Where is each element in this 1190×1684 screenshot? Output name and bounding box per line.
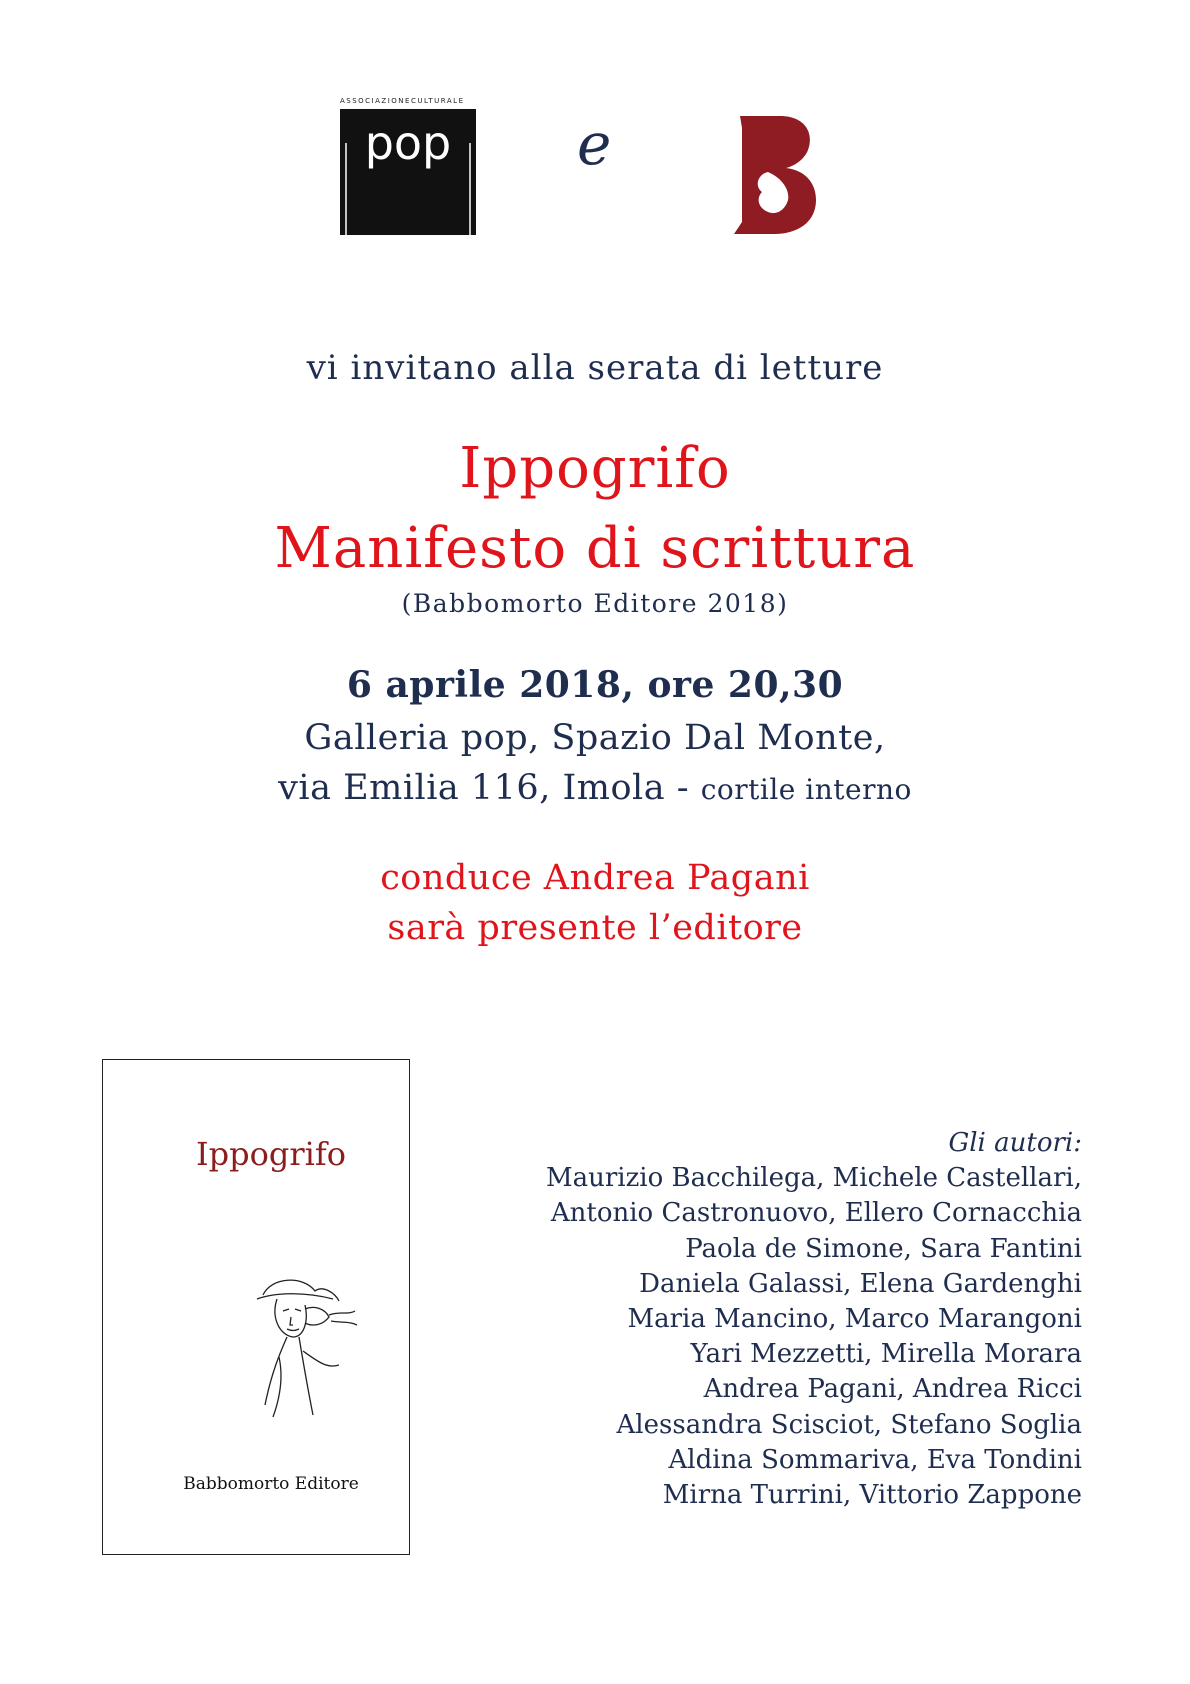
author-line: Antonio Castronuovo, Ellero Cornacchia: [550, 1198, 1082, 1229]
event-address: via Emilia 116, Imola -: [278, 768, 690, 808]
publisher-b-logo: [728, 112, 818, 238]
event-address-note: cortile interno: [700, 773, 912, 806]
title-line-1: Ippogrifo: [459, 436, 731, 501]
invite-line: vi invitano alla serata di letture: [306, 348, 884, 388]
author-line: Yari Mezzetti, Mirella Morara: [690, 1339, 1082, 1370]
book-cover-publisher: Babbomorto Editore: [183, 1474, 359, 1494]
author-line: Andrea Pagani, Andrea Ricci: [703, 1374, 1082, 1405]
book-cover-illustration: [243, 1265, 363, 1425]
book-cover: [102, 1059, 410, 1555]
event-date-time: 6 aprile 2018, ore 20,30: [346, 664, 844, 706]
pop-logo-mark: [340, 101, 476, 235]
author-line: Alessandra Scisciot, Stefano Soglia: [616, 1409, 1082, 1440]
author-line: Daniela Galassi, Elena Gardenghi: [639, 1268, 1082, 1299]
pop-logo-word: pop: [364, 116, 452, 170]
title-line-2: Manifesto di scrittura: [274, 516, 916, 581]
event-host: conduce Andrea Pagani: [380, 858, 810, 898]
author-line: Mirna Turrini, Vittorio Zappone: [662, 1480, 1082, 1511]
publisher-note: (Babbomorto Editore 2018): [401, 589, 789, 618]
book-cover-title: Ippogrifo: [196, 1135, 346, 1173]
author-line: Aldina Sommariva, Eva Tondini: [668, 1444, 1082, 1475]
authors-list: [546, 1126, 1082, 1513]
authors-heading: Gli autori:: [948, 1128, 1082, 1158]
event-address-line: [0, 768, 1190, 808]
conjunction: e: [577, 110, 612, 178]
event-venue: Galleria pop, Spazio Dal Monte,: [304, 718, 886, 758]
pop-logo-tagline: ASSOCIAZIONECULTURALE: [340, 97, 465, 105]
author-line: Maurizio Bacchilega, Michele Castellari,: [545, 1163, 1082, 1194]
author-line: Paola de Simone, Sara Fantini: [685, 1233, 1082, 1264]
publisher-b-letter: B: [772, 230, 774, 231]
author-line: Maria Mancino, Marco Marangoni: [627, 1304, 1082, 1335]
editor-note: sarà presente l’editore: [387, 908, 803, 948]
pop-logo: [340, 97, 476, 235]
